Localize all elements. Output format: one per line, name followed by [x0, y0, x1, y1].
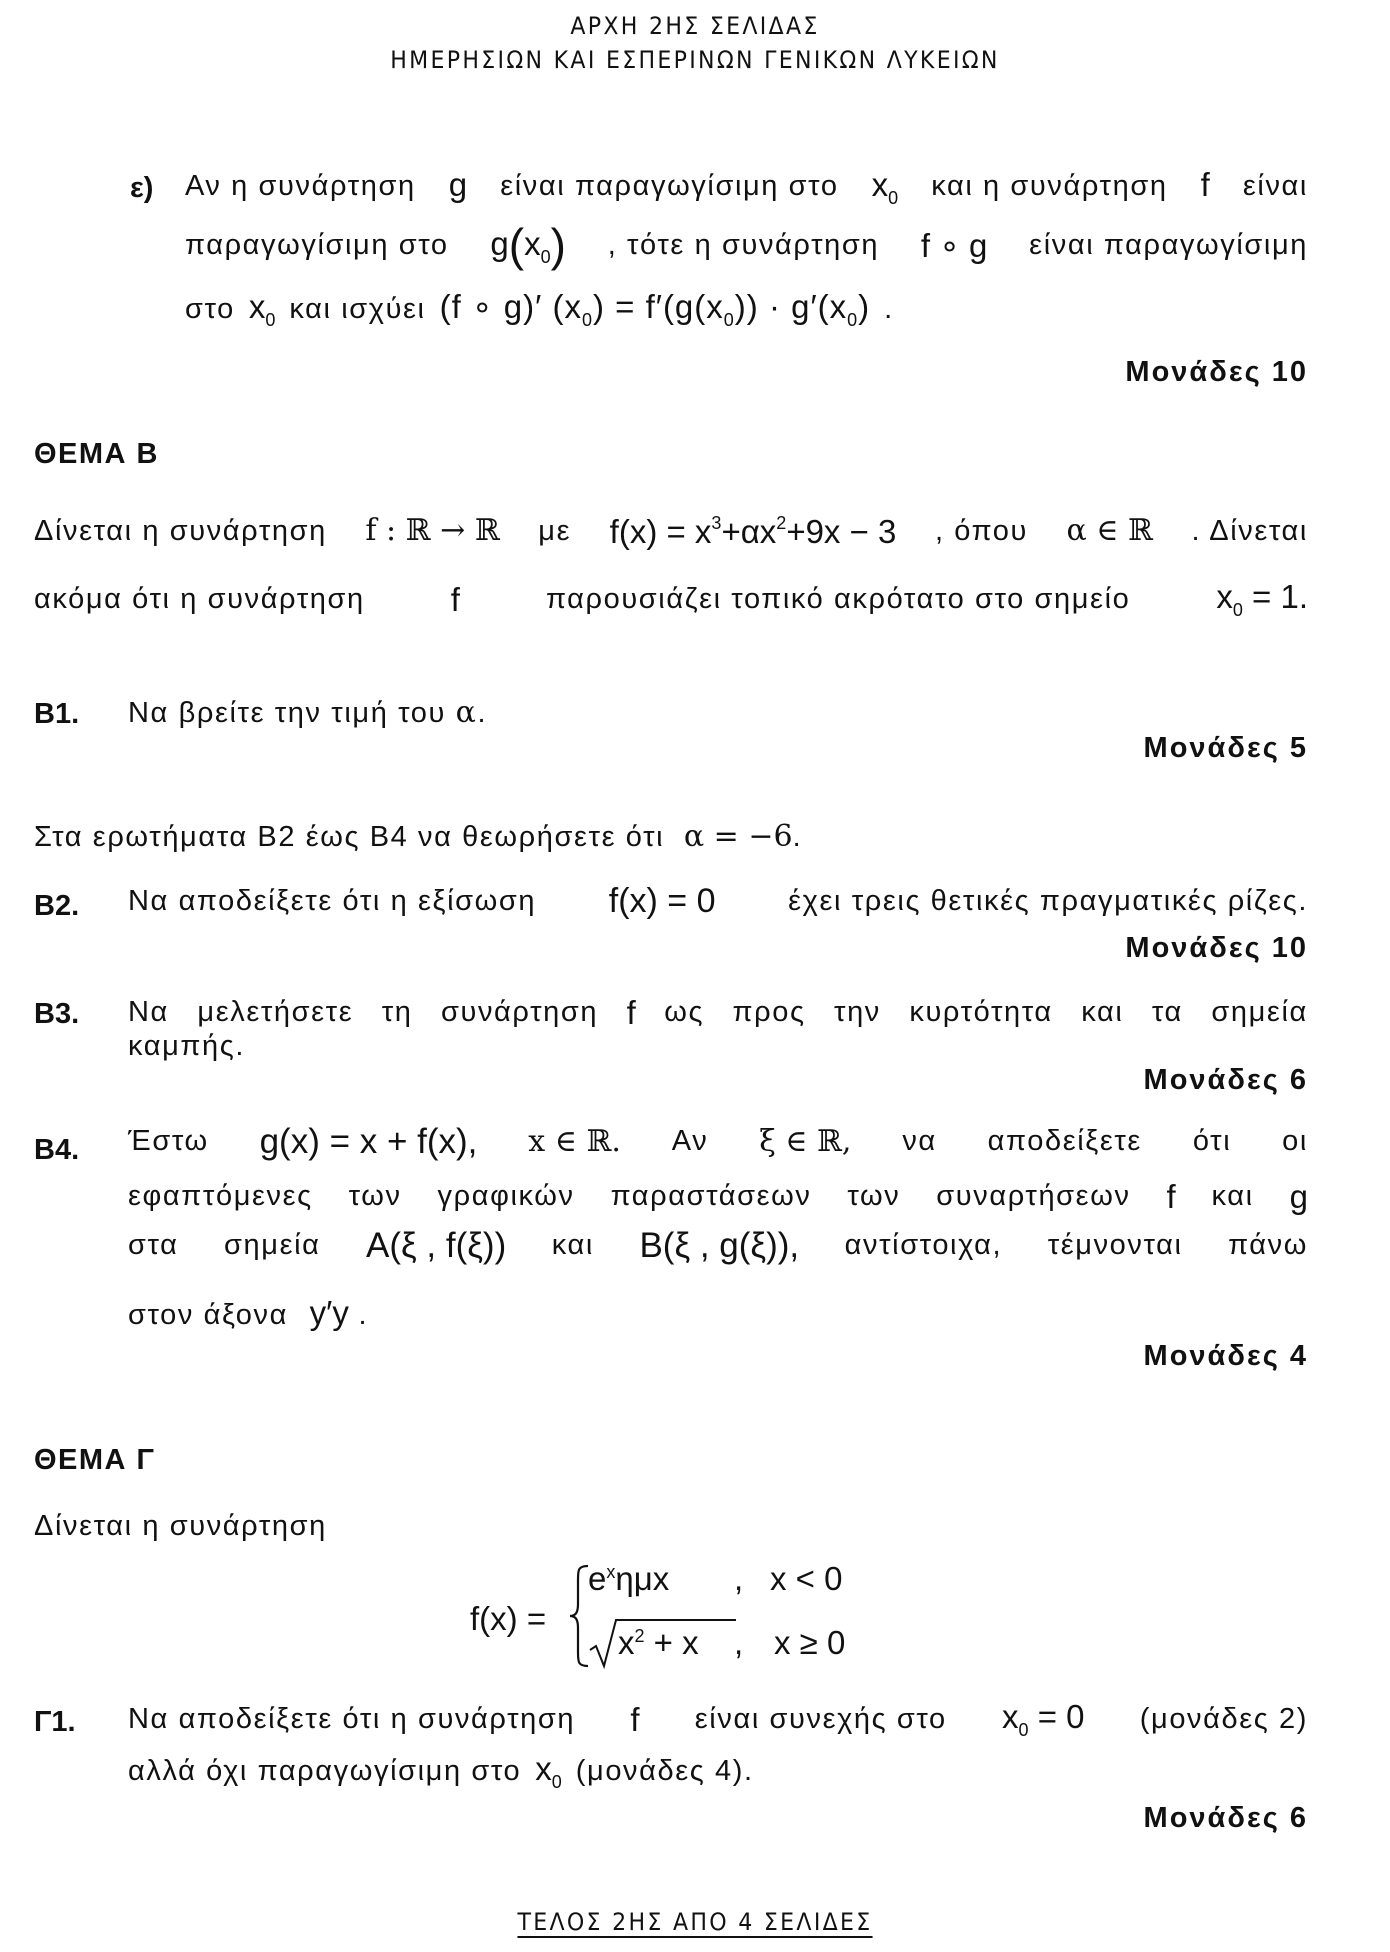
text: , τότε η συνάρτηση	[607, 228, 880, 261]
theme-b-intro-line-2	[34, 580, 1308, 619]
case-1-expr	[588, 1560, 669, 1598]
page-footer: ΤΕΛΟΣ 2ΗΣ ΑΠΟ 4 ΣΕΛΙΔΕΣ	[517, 1908, 873, 1936]
text: Αν η συνάρτηση	[185, 170, 416, 202]
b3-label: Β3.	[34, 998, 80, 1030]
text: . Δίνεται	[1191, 514, 1308, 547]
subscript: 0	[551, 1772, 562, 1792]
case-1-separator: ,	[734, 1560, 744, 1597]
word: των	[847, 1180, 901, 1212]
piecewise-formula	[470, 1560, 870, 1670]
item-e-label: ε)	[130, 172, 154, 204]
b2-label: Β2.	[34, 890, 80, 922]
subscript: 0	[1232, 600, 1243, 620]
item-e-line-1	[185, 166, 1308, 208]
math-f: f	[626, 994, 636, 1031]
word: και	[1081, 996, 1124, 1028]
case-1-condition: x < 0	[770, 1560, 843, 1597]
b1-marks: Μονάδες 5	[1143, 732, 1308, 764]
paren: )	[550, 219, 566, 271]
c1-marks: Μονάδες 6	[1143, 1802, 1308, 1834]
subscript: 0	[888, 188, 899, 208]
word: πάνω	[1228, 1229, 1308, 1261]
word: σημεία	[224, 1229, 321, 1261]
text: .	[477, 697, 488, 729]
word: εφαπτόμενες	[128, 1180, 313, 1212]
subscript: 0	[581, 310, 593, 330]
subscript: 0	[847, 310, 859, 330]
math-x-in-r: x ∈ ℝ.	[528, 1123, 621, 1159]
math-f-definition	[610, 514, 897, 548]
theme-b-title: ΘΕΜΑ Β	[34, 438, 159, 470]
chain-rule-formula	[440, 290, 871, 329]
item-e-line-2	[185, 219, 1308, 271]
word: παραστάσεων	[610, 1180, 812, 1212]
math: e	[588, 1560, 607, 1597]
math-f: f	[1200, 166, 1210, 203]
math-point-a: A(ξ , f(ξ))	[366, 1226, 507, 1265]
math: +αx	[721, 513, 777, 550]
math: = 0	[1037, 1698, 1085, 1735]
math-x0-equals-1	[1216, 580, 1308, 619]
math-g: g	[1289, 1178, 1308, 1215]
word: αποδείξετε	[987, 1125, 1142, 1157]
b2-text	[128, 884, 1308, 918]
math-x: x	[524, 225, 541, 262]
word: κυρτότητα	[909, 996, 1053, 1028]
text: παραγωγίσιμη στο	[185, 228, 449, 261]
word: να	[902, 1125, 937, 1157]
math: (x	[552, 288, 582, 325]
theme-c-intro: Δίνεται η συνάρτηση	[34, 1510, 327, 1542]
word: μελετήσετε	[197, 996, 354, 1028]
b4-line-1	[128, 1124, 1308, 1159]
math: (f ∘ g)′	[439, 288, 543, 325]
word: τη	[381, 996, 413, 1028]
math-f-equals-0: f(x) = 0	[608, 882, 716, 920]
word: και	[551, 1229, 594, 1261]
b1-text	[128, 695, 488, 730]
case-2-separator: ,	[734, 1624, 744, 1661]
theme-c-title: ΘΕΜΑ Γ	[34, 1444, 156, 1476]
math-fog: f ∘ g	[920, 226, 988, 264]
b3-line-2: καμπής.	[128, 1030, 245, 1062]
b4-line-2	[128, 1180, 1308, 1213]
math-g: g	[490, 225, 509, 262]
word: αντίστοιχα,	[844, 1229, 1003, 1261]
page-header-line-1: ΑΡΧΗ 2ΗΣ ΣΕΛΙΔΑΣ	[570, 12, 820, 40]
b4-line-3	[128, 1228, 1308, 1263]
word: ότι	[1192, 1125, 1232, 1157]
assumption-text	[34, 819, 803, 854]
text: αλλά όχι παραγωγίσιμη στο	[128, 1755, 522, 1787]
text: στο	[185, 293, 235, 325]
word: τα	[1151, 996, 1183, 1028]
math-x0	[872, 168, 899, 207]
math-g: g	[448, 166, 468, 203]
theme-b-intro-line-1	[34, 514, 1308, 548]
text: .	[884, 293, 894, 325]
math-x0-equals-0	[1002, 1700, 1084, 1739]
math-f-domain: f : ℝ → ℝ	[365, 513, 500, 548]
item-e-marks: Μονάδες 10	[1125, 356, 1308, 388]
math-xi-in-r: ξ ∈ ℝ,	[759, 1123, 852, 1159]
math: + x	[644, 1624, 699, 1661]
subscript: 0	[723, 310, 735, 330]
math-x: x	[871, 166, 889, 203]
text: (μονάδες 2)	[1139, 1703, 1308, 1735]
math-x0	[249, 290, 276, 329]
math-f: f	[630, 1701, 640, 1738]
word: γραφικών	[437, 1180, 575, 1212]
b4-line-4	[128, 1296, 368, 1330]
superscript: x	[606, 1562, 616, 1582]
word: σημεία	[1211, 996, 1308, 1028]
text: έχει τρεις θετικές πραγματικές ρίζες.	[788, 884, 1308, 917]
text: Να βρείτε την τιμή του	[128, 697, 446, 729]
c1-label: Γ1.	[34, 1706, 76, 1738]
b1-label: Β1.	[34, 698, 80, 730]
math: ημx	[615, 1560, 670, 1597]
word: στα	[128, 1229, 179, 1261]
text: Να αποδείξετε ότι η συνάρτηση	[128, 1703, 576, 1735]
case-2-condition: x ≥ 0	[774, 1624, 846, 1661]
subscript: 0	[540, 247, 551, 267]
text: Στα ερωτήματα Β2 έως Β4 να θεωρήσετε ότι	[34, 821, 665, 853]
paren: (	[508, 219, 525, 271]
text: στον άξονα	[128, 1299, 288, 1331]
word: των	[348, 1180, 402, 1212]
math: x	[1002, 1698, 1019, 1735]
math-alpha: α	[455, 695, 478, 730]
word: την	[834, 996, 881, 1028]
word: συναρτήσεων	[936, 1180, 1131, 1212]
superscript: 2	[634, 1626, 645, 1646]
text: και η συνάρτηση	[931, 170, 1168, 202]
c1-line-1	[128, 1700, 1308, 1739]
math: x	[618, 1624, 635, 1661]
math: = 1.	[1252, 578, 1308, 615]
math: )	[858, 288, 871, 325]
formula-lhs: f(x) =	[470, 1600, 547, 1637]
text: ακόμα ότι η συνάρτηση	[34, 583, 365, 615]
text: είναι παραγωγίσιμη	[1029, 228, 1308, 261]
text: με	[538, 514, 572, 547]
math-alpha-equals: α = −6	[683, 819, 793, 854]
text: και ισχύει	[289, 293, 426, 325]
word: προς	[732, 996, 806, 1028]
text: .	[358, 1299, 369, 1331]
superscript: 3	[711, 513, 722, 533]
text: , όπου	[934, 514, 1028, 547]
c1-line-2	[128, 1752, 754, 1791]
b4-label: Β4.	[34, 1134, 80, 1166]
math-alpha-in-r: α ∈ ℝ	[1066, 513, 1153, 548]
text: Να αποδείξετε ότι η εξίσωση	[128, 884, 537, 917]
b3-line-1	[128, 996, 1308, 1029]
math: +9x − 3	[786, 513, 897, 550]
text: Δίνεται η συνάρτηση	[34, 514, 327, 547]
subscript: 0	[1018, 1720, 1029, 1740]
text: παρουσιάζει τοπικό ακρότατο στο σημείο	[545, 583, 1131, 615]
math: ) = f′(g(x	[592, 288, 724, 325]
text: είναι συνεχής στο	[694, 1703, 947, 1735]
word: Έστω	[128, 1125, 209, 1157]
b3-marks: Μονάδες 6	[1143, 1064, 1308, 1096]
text: είναι	[1242, 170, 1308, 202]
word: ως	[664, 996, 705, 1028]
word: Αν	[671, 1125, 709, 1157]
math-x: x	[248, 288, 266, 325]
math-f: f	[450, 581, 460, 618]
math-yy-axis: y′y	[309, 1294, 349, 1331]
math: )) · g′(x	[734, 288, 848, 325]
math-g-definition: g(x) = x + f(x),	[259, 1122, 478, 1161]
superscript: 2	[776, 513, 787, 533]
word: και	[1211, 1180, 1254, 1212]
word: Να	[128, 996, 169, 1028]
math-g-x0	[490, 219, 566, 271]
subscript: 0	[265, 310, 276, 330]
word: τέμνονται	[1047, 1229, 1183, 1261]
word: οι	[1282, 1125, 1308, 1157]
word: συνάρτηση	[441, 996, 599, 1028]
math-x0	[535, 1752, 562, 1791]
math: f(x) = x	[609, 513, 712, 550]
math: x	[1216, 578, 1233, 615]
math-f: f	[1166, 1178, 1176, 1215]
case-2-expr	[618, 1624, 699, 1662]
item-e-line-3	[185, 290, 894, 329]
math-point-b: B(ξ , g(ξ)),	[639, 1226, 800, 1265]
text: είναι παραγωγίσιμη στο	[500, 170, 839, 202]
page-header-line-2: ΗΜΕΡΗΣΙΩΝ ΚΑΙ ΕΣΠΕΡΙΝΩΝ ΓΕΝΙΚΩΝ ΛΥΚΕΙΩΝ	[390, 46, 1000, 74]
math: x	[535, 1750, 552, 1787]
b4-marks: Μονάδες 4	[1143, 1340, 1308, 1372]
text: (μονάδες 4).	[575, 1755, 754, 1787]
text: .	[792, 821, 803, 853]
b2-marks: Μονάδες 10	[1125, 932, 1308, 964]
